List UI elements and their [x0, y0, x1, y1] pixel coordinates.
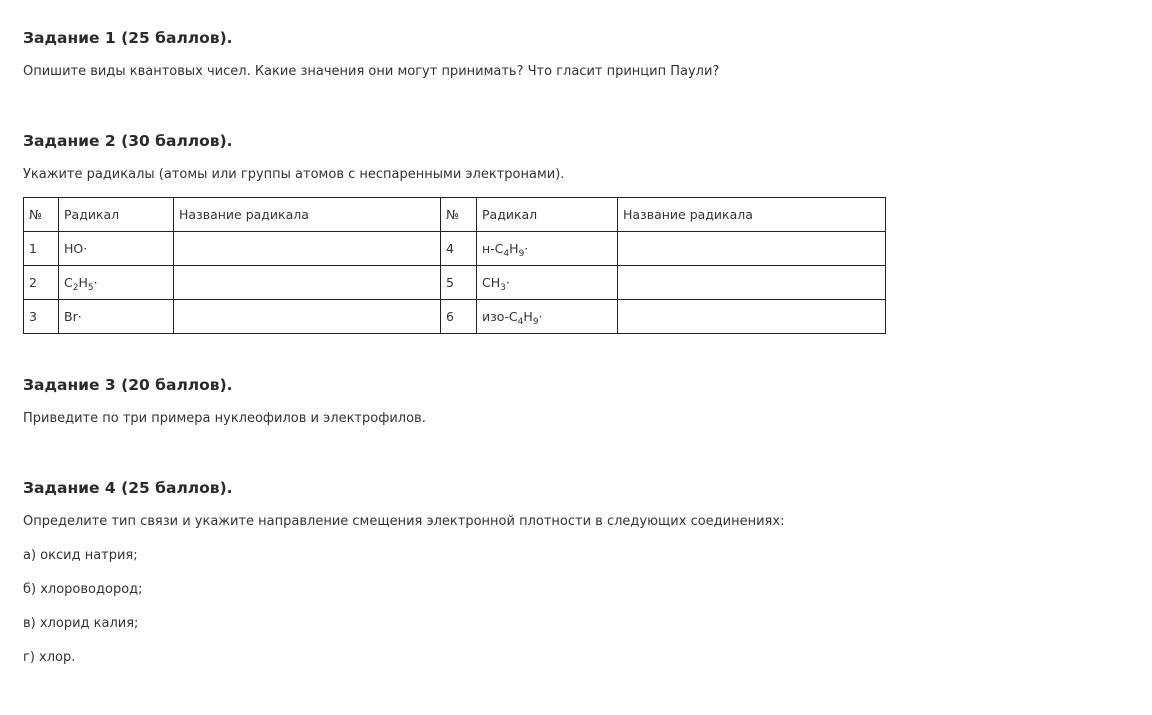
- task2-title: Задание 2 (30 баллов).: [23, 132, 233, 150]
- header-name-right: Название радикала: [618, 198, 886, 232]
- table-row: [24, 300, 886, 334]
- row-num-right: 5: [441, 266, 477, 300]
- table-header-row: [24, 198, 886, 232]
- task4-item-a: а) оксид натрия;: [23, 548, 138, 563]
- header-name-left: Название радикала: [174, 198, 441, 232]
- row-radical-right: $CH_3\cdot$: [477, 266, 618, 300]
- task4-text: Определите тип связи и укажите направление смещения электронной плотности в следующих соединениях:: [23, 514, 785, 529]
- header-num-left: №: [24, 198, 59, 232]
- row-radical-right: изо-$C_4H_9\cdot$: [477, 300, 618, 334]
- formula-subscript: 5: [87, 283, 94, 293]
- task4-item-b: б) хлороводород;: [23, 582, 143, 597]
- task4-item-c: в) хлорид калия;: [23, 616, 139, 631]
- formula-subscript: 2: [72, 283, 79, 293]
- task4-item-d: г) хлор.: [23, 650, 76, 665]
- row-name-left: [174, 300, 441, 334]
- task3-text: Приведите по три примера нуклеофилов и электрофилов.: [23, 411, 426, 426]
- formula-subscript: 9: [532, 317, 539, 327]
- header-radical-right: Радикал: [477, 198, 618, 232]
- row-name-right: [618, 300, 886, 334]
- row-name-right: [618, 266, 886, 300]
- row-radical-right: $н-C_4H_9\cdot$: [477, 232, 618, 266]
- formula-subscript: 4: [517, 317, 524, 327]
- task1-text: Опишите виды квантовых чисел. Какие значения они могут принимать? Что гласит принцип Паули?: [23, 64, 720, 79]
- header-num-right: №: [441, 198, 477, 232]
- header-radical-left: Радикал: [59, 198, 174, 232]
- table-row: [24, 232, 886, 266]
- task2-text: Укажите радикалы (атомы или группы атомов с неспаренными электронами).: [23, 167, 565, 182]
- row-num-left: 1: [24, 232, 59, 266]
- row-name-left: [174, 266, 441, 300]
- formula-subscript: 3: [500, 283, 506, 293]
- row-num-left: 2: [24, 266, 59, 300]
- task4-title: Задание 4 (25 баллов).: [23, 479, 233, 497]
- task3-title: Задание 3 (20 баллов).: [23, 376, 233, 394]
- table-row: [24, 266, 886, 300]
- row-num-right: 4: [441, 232, 477, 266]
- task1-title: Задание 1 (25 баллов).: [23, 29, 233, 47]
- row-num-left: 3: [24, 300, 59, 334]
- row-radical-left: Br·: [59, 300, 174, 334]
- formula-subscript: 4: [503, 249, 510, 259]
- row-name-left: [174, 232, 441, 266]
- formula-subscript: 9: [518, 249, 525, 259]
- row-radical-left: HO·: [59, 232, 174, 266]
- row-radical-left: $C_2H_5\cdot$: [59, 266, 174, 300]
- row-num-right: 6: [441, 300, 477, 334]
- row-name-right: [618, 232, 886, 266]
- radicals-table: [23, 197, 886, 334]
